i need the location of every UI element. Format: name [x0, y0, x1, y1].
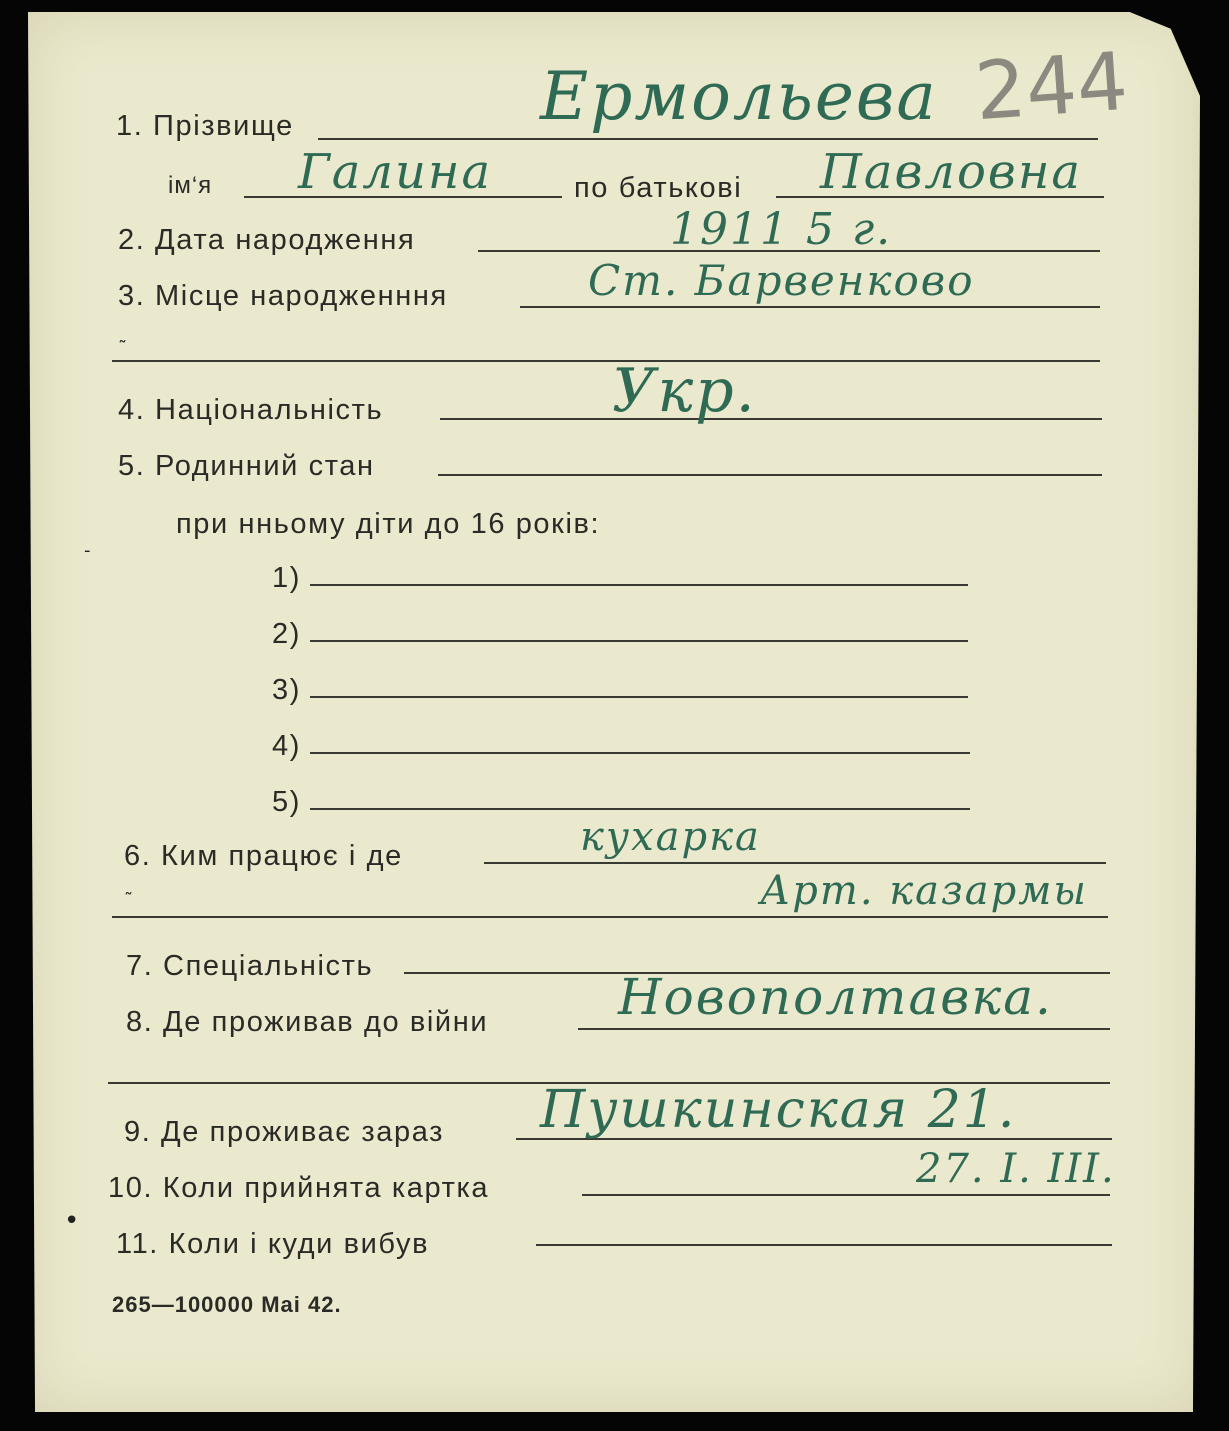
surname-line	[318, 138, 1098, 140]
child-3-line	[310, 696, 968, 698]
nationality-line	[440, 418, 1102, 420]
specialty-label: 7. Спеціальність	[126, 950, 374, 982]
card-date-value: 27. I. III.	[916, 1146, 1116, 1192]
birthplace-label: 3. Місце народженння	[118, 280, 448, 312]
child-4-label: 4)	[272, 730, 301, 762]
card-line	[582, 1194, 1110, 1196]
work-line	[484, 862, 1106, 864]
surname-value: Ермольева	[540, 58, 938, 135]
prewar-value: Новополтавка.	[618, 968, 1053, 1026]
prewar-label: 8. Де проживав до війни	[126, 1006, 489, 1038]
name-value: Галина	[298, 144, 493, 200]
birthplace-line-2	[112, 360, 1100, 362]
departed-line	[536, 1244, 1112, 1246]
current-value: Пушкинская 21.	[540, 1080, 1017, 1140]
birthdate-value: 1911 5 г.	[670, 204, 893, 255]
work-value-1: кухарка	[580, 814, 761, 860]
work-value-2: Арт. казармы	[760, 868, 1089, 914]
tick-mark: ˜	[124, 890, 133, 911]
tick-mark: ˜	[118, 338, 127, 359]
child-2-label: 2)	[272, 618, 301, 650]
work-line-2	[112, 916, 1108, 918]
card-label: 10. Коли прийнята картка	[108, 1172, 490, 1204]
patronymic-label: по батькові	[574, 172, 743, 204]
birthdate-label: 2. Дата народження	[118, 224, 416, 256]
surname-label: 1. Прізвище	[116, 110, 294, 142]
ink-dot: •	[64, 1206, 80, 1236]
name-label: ім‘я	[168, 172, 213, 199]
work-label: 6. Ким працює і де	[124, 840, 403, 872]
child-5-label: 5)	[272, 786, 301, 818]
archive-number: 244	[971, 34, 1131, 139]
child-5-line	[310, 808, 970, 810]
child-1-label: 1)	[272, 562, 301, 594]
child-4-line	[310, 752, 970, 754]
prewar-line	[578, 1028, 1110, 1030]
marital-line	[438, 474, 1102, 476]
print-footer: 265—100000 Mai 42.	[112, 1292, 342, 1317]
marital-label: 5. Родинний стан	[118, 450, 375, 482]
birthplace-line	[520, 306, 1100, 308]
children-label: при нньому діти до 16 років:	[176, 508, 601, 540]
child-1-line	[310, 584, 968, 586]
departed-label: 11. Коли і куди вибув	[116, 1228, 430, 1260]
tick-mark: ‐	[84, 540, 91, 561]
current-label: 9. Де проживає зараз	[124, 1116, 445, 1148]
child-3-label: 3)	[272, 674, 301, 706]
birthplace-value: Ст. Барвенково	[588, 256, 975, 305]
nationality-value: Укр.	[612, 356, 757, 426]
patronymic-value: Павловна	[820, 144, 1083, 200]
child-2-line	[310, 640, 968, 642]
nationality-label: 4. Національність	[118, 394, 384, 426]
